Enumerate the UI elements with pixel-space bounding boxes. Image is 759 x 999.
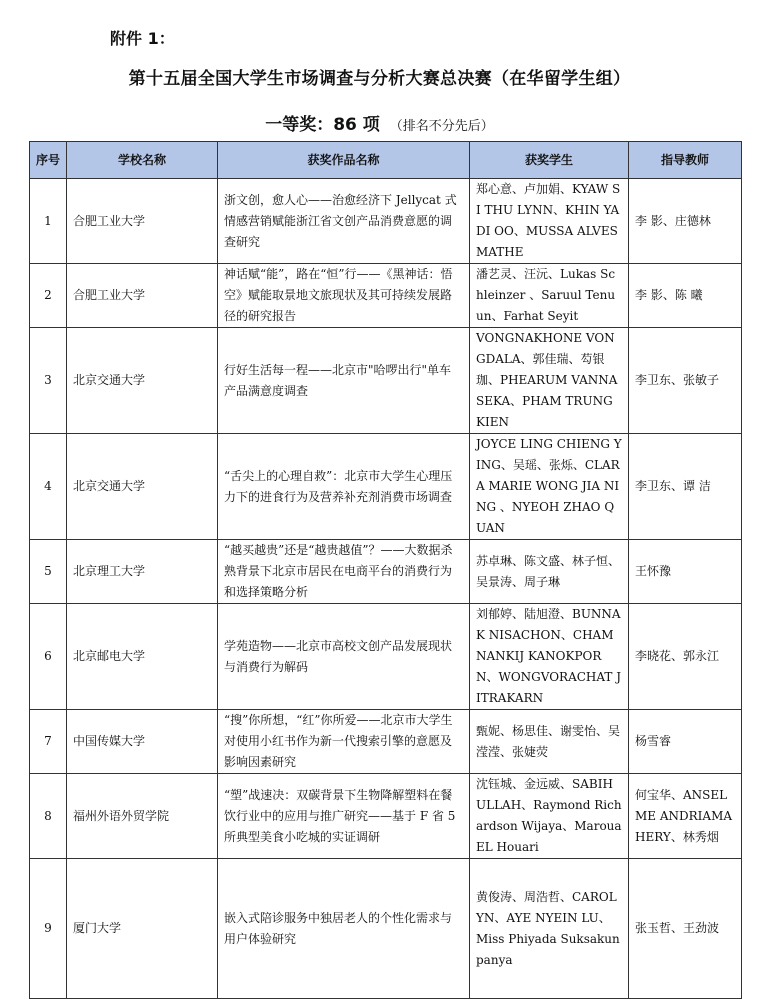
school-name: 厦门大学 [67, 859, 218, 999]
school-name: 福州外语外贸学院 [67, 774, 218, 859]
column-header-no: 序号 [30, 142, 67, 179]
document-title: 第十五届全国大学生市场调查与分析大赛总决赛（在华留学生组） [128, 69, 631, 89]
school-name: 北京交通大学 [67, 328, 218, 434]
table-row [30, 264, 742, 328]
student-names: 沈钰城、金远威、SABIH ULLAH、Raymond Richardson Wijaya、Maroua EL Houari [470, 774, 629, 859]
student-names: 潘艺灵、汪沅、Lukas Schleinzer 、Saruul Tenuun、Farhat Seyit [470, 264, 629, 328]
table-row [30, 434, 742, 540]
award-heading [0, 110, 759, 135]
column-header-school: 学校名称 [67, 142, 218, 179]
student-names: 黄俊涛、周浩哲、CAROLYN、AYE NYEIN LU、Miss Phiyada Suksakunpanya [470, 859, 629, 999]
table-row [30, 328, 742, 434]
awards-table [29, 141, 742, 999]
work-title: 浙文创，愈人心——治愈经济下 Jellycat 式情感营销赋能浙江省文创产品消费意愿的调查研究 [218, 179, 470, 264]
column-header-teachers: 指导教师 [629, 142, 742, 179]
school-name: 合肥工业大学 [67, 264, 218, 328]
table-row [30, 604, 742, 710]
teacher-names: 李 影、庄德林 [629, 179, 742, 264]
teacher-names: 张玉哲、王劲波 [629, 859, 742, 999]
row-number: 4 [30, 434, 67, 540]
work-title: 神话赋“能”，路在“恒”行——《黑神话：悟空》赋能取景地文旅现状及其可持续发展路径的研究报告 [218, 264, 470, 328]
table-row [30, 179, 742, 264]
teacher-names: 王怀豫 [629, 540, 742, 604]
row-number: 8 [30, 774, 67, 859]
student-names: VONGNAKHONE VONGDALA、郭佳瑞、芶银珈、PHEARUM VANNASEKA、PHAM TRUNG KIEN [470, 328, 629, 434]
table-row [30, 859, 742, 999]
teacher-names: 李 影、陈 曦 [629, 264, 742, 328]
student-names: 甄妮、杨思佳、谢雯怡、吴滢滢、张婕荧 [470, 710, 629, 774]
row-number: 5 [30, 540, 67, 604]
table-row [30, 540, 742, 604]
school-name: 北京理工大学 [67, 540, 218, 604]
row-number: 2 [30, 264, 67, 328]
attachment-label: 附件 1： [110, 29, 175, 48]
row-number: 6 [30, 604, 67, 710]
column-header-students: 获奖学生 [470, 142, 629, 179]
work-title: “搜”你所想，“红”你所爱——北京市大学生对使用小红书作为新一代搜索引擎的意愿及影响因素研究 [218, 710, 470, 774]
student-names: 郑心意、卢加娟、KYAW SI THU LYNN、KHIN YADI OO、MUSSA ALVES MATHE [470, 179, 629, 264]
award-level: 一等奖：86 项 [265, 115, 380, 135]
teacher-names: 杨雪睿 [629, 710, 742, 774]
school-name: 中国传媒大学 [67, 710, 218, 774]
school-name: 合肥工业大学 [67, 179, 218, 264]
school-name: 北京交通大学 [67, 434, 218, 540]
student-names: JOYCE LING CHIENG YING、吴瑶、张烁、CLARA MARIE WONG JIA NING 、NYEOH ZHAO QUAN [470, 434, 629, 540]
teacher-names: 何宝华、ANSELME ANDRIAMAHERY、林秀烟 [629, 774, 742, 859]
work-title: 嵌入式陪诊服务中独居老人的个性化需求与用户体验研究 [218, 859, 470, 999]
row-number: 9 [30, 859, 67, 999]
table-row [30, 774, 742, 859]
school-name: 北京邮电大学 [67, 604, 218, 710]
row-number: 1 [30, 179, 67, 264]
order-note: （排名不分先后） [389, 119, 494, 134]
work-title: “塑”战速决：双碳背景下生物降解塑料在餐饮行业中的应用与推广研究——基于 F 省 5 所典型美食小吃城的实证调研 [218, 774, 470, 859]
student-names: 刘郁婷、陆旭澄、BUNNAK NISACHON、CHAMNANKIJ KANOKPORN、WONGVORACHAT JITRAKARN [470, 604, 629, 710]
teacher-names: 李晓花、郭永江 [629, 604, 742, 710]
table-header-row [30, 142, 742, 179]
work-title: 行好生活每一程——北京市"哈啰出行"单车产品满意度调查 [218, 328, 470, 434]
student-names: 苏卓琳、陈文盛、林子恒、吴景涛、周子琳 [470, 540, 629, 604]
column-header-work: 获奖作品名称 [218, 142, 470, 179]
teacher-names: 李卫东、张敏子 [629, 328, 742, 434]
teacher-names: 李卫东、谭 洁 [629, 434, 742, 540]
work-title: “越买越贵”还是“越贵越值”？——大数据杀熟背景下北京市居民在电商平台的消费行为和选择策略分析 [218, 540, 470, 604]
row-number: 7 [30, 710, 67, 774]
work-title: “舌尖上的心理自救”：北京市大学生心理压力下的进食行为及营养补充剂消费市场调查 [218, 434, 470, 540]
table-row [30, 710, 742, 774]
work-title: 学苑造物——北京市高校文创产品发展现状与消费行为解码 [218, 604, 470, 710]
row-number: 3 [30, 328, 67, 434]
